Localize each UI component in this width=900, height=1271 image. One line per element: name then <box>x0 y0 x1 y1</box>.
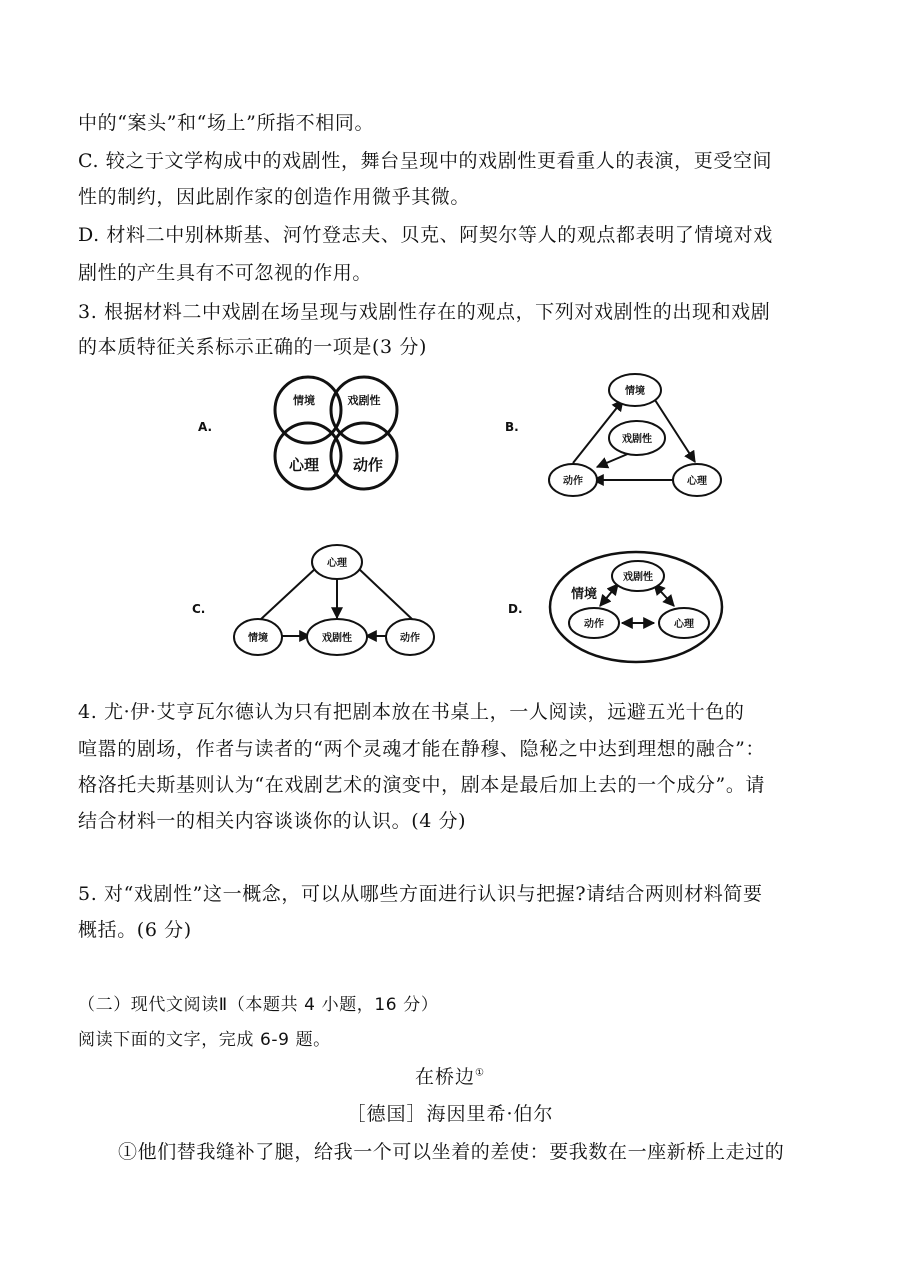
diagram-b-label-psychology: 心理 <box>687 476 707 487</box>
story-title-text: 在桥边 <box>415 1066 476 1088</box>
diagram-c-label: C. <box>192 602 206 616</box>
diagram-a-label-drama: 戏剧性 <box>347 394 381 407</box>
diagram-c-label-action: 动作 <box>400 633 420 644</box>
question-5-line-1: 5. 对“戏剧性”这一概念，可以从哪些方面进行认识与把握?请结合两则材料简要 <box>78 883 763 905</box>
question-3-line-1: 3. 根据材料二中戏剧在场呈现与戏剧性存在的观点，下列对戏剧性的出现和戏剧 <box>78 301 771 323</box>
diagram-d <box>546 548 726 666</box>
question-4-line-4: 结合材料一的相关内容谈谈你的认识。(4 分) <box>78 810 467 832</box>
option-c-line-1: C. 较之于文学构成中的戏剧性，舞台呈现中的戏剧性更看重人的表演，更受空间 <box>78 150 773 172</box>
story-author: ［德国］海因里希·伯尔 <box>346 1103 554 1125</box>
diagram-b-label: B. <box>505 420 519 434</box>
section-instruction: 阅读下面的文字，完成 6-9 题。 <box>78 1030 331 1050</box>
option-d-line-2: 剧性的产生具有不可忽视的作用。 <box>78 262 373 284</box>
text-line-1: 中的“案头”和“场上”所指不相同。 <box>78 112 375 134</box>
diagram-a-label: A. <box>198 420 213 434</box>
diagram-b <box>545 370 725 500</box>
diagram-c <box>228 540 448 665</box>
option-c-line-2: 性的制约，因此剧作家的创造作用微乎其微。 <box>78 186 471 208</box>
diagram-a <box>268 374 408 494</box>
diagram-a-label-situation: 情境 <box>293 394 315 407</box>
diagram-d-label-situation: 情境 <box>570 587 598 602</box>
question-4-line-1: 4. 尤·伊·艾亨瓦尔德认为只有把剧本放在书桌上，一人阅读，远避五光十色的 <box>78 701 745 723</box>
story-title <box>0 1062 900 1089</box>
question-3-line-2: 的本质特征关系标示正确的一项是(3 分) <box>78 336 427 358</box>
diagram-c-label-situation: 情境 <box>248 633 268 644</box>
story-title-note: ① <box>475 1067 485 1079</box>
diagram-b-label-situation: 情境 <box>625 386 645 397</box>
question-5-line-2: 概括。(6 分) <box>78 919 192 941</box>
diagram-b-label-action: 动作 <box>563 476 583 487</box>
diagram-b-label-drama: 戏剧性 <box>622 434 652 445</box>
question-4-line-2: 喧嚣的剧场，作者与读者的“两个灵魂才能在静穆、隐秘之中达到理想的融合”： <box>78 738 766 760</box>
diagram-a-label-action: 动作 <box>352 456 384 474</box>
diagram-c-label-psychology: 心理 <box>327 558 347 569</box>
section-heading: （二）现代文阅读Ⅱ（本题共 4 小题，16 分） <box>78 995 439 1015</box>
question-4-line-3: 格洛托夫斯基则认为“在戏剧艺术的演变中，剧本是最后加上去的一个成分”。请 <box>78 774 766 796</box>
story-paragraph-1: ①他们替我缝补了腿，给我一个可以坐着的差使：要我数在一座新桥上走过的 <box>118 1141 785 1163</box>
diagram-d-label-psychology: 心理 <box>674 619 694 630</box>
diagram-c-label-drama: 戏剧性 <box>322 633 352 644</box>
diagram-d-label: D. <box>508 602 523 616</box>
diagram-a-label-psychology: 心理 <box>288 456 320 474</box>
diagram-d-label-action: 动作 <box>584 619 604 630</box>
diagram-d-label-drama: 戏剧性 <box>623 572 653 583</box>
option-d-line-1: D. 材料二中别林斯基、河竹登志夫、贝克、阿契尔等人的观点都表明了情境对戏 <box>78 224 773 246</box>
